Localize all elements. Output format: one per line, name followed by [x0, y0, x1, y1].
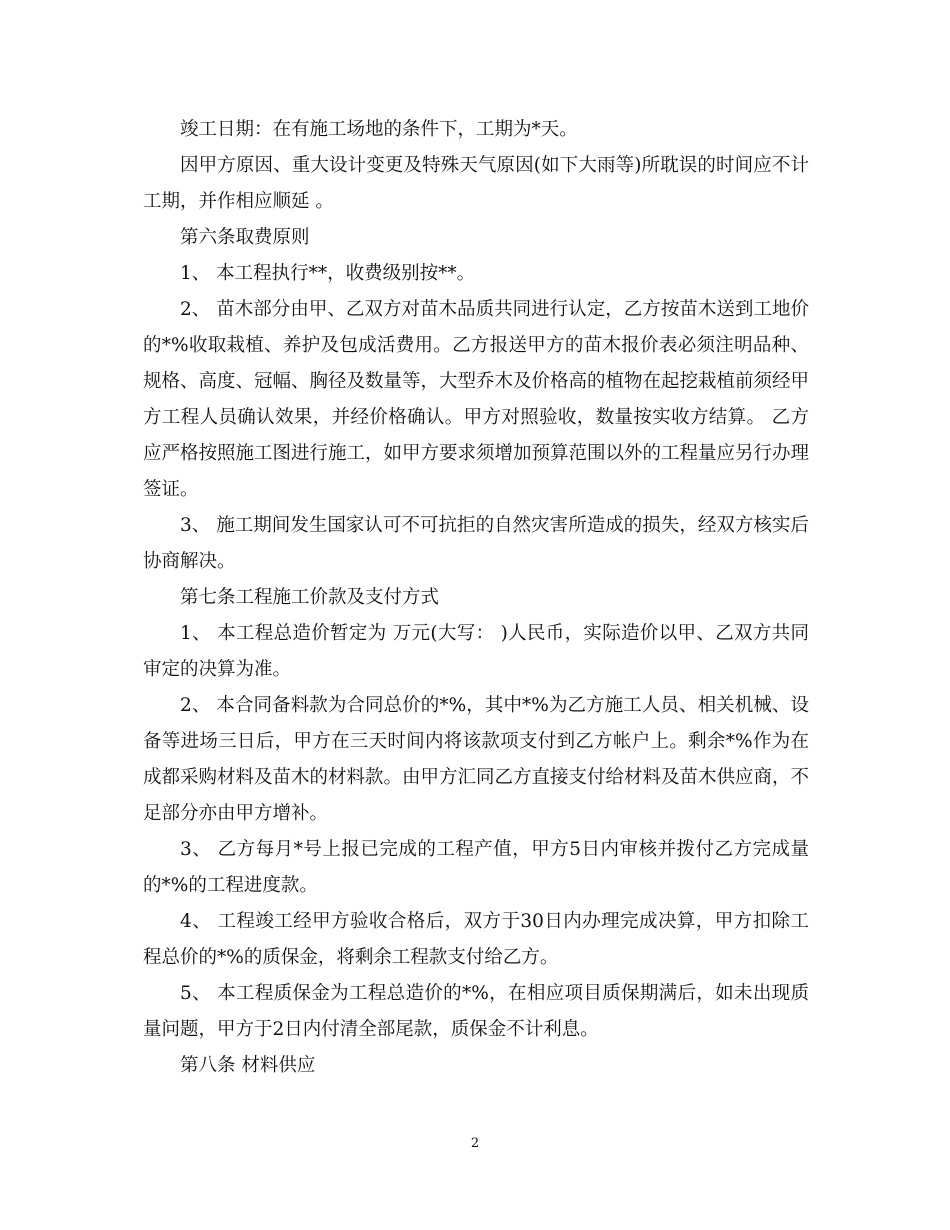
- paragraph-article-6-item-2: 2、 苗木部分由甲、乙双方对苗木品质共同进行认定，乙方按苗木送到工地价的*%收取栽植、养护及包成活费用。乙方报送甲方的苗木报价表必须注明品种、规格、高度、冠幅、胸径及数量等，大型乔木及价格高的植物在起挖栽植前须经甲方工程人员确认效果，并经价格确认。甲方对照验收，数量按实收方结算。 乙方应严格按照施工图进行施工，如甲方要求须增加预算范围以外的工程量应另行办理签证。: [143, 299, 810, 500]
- paragraph-article-7-item-4: 4、 工程竣工经甲方验收合格后，双方于30日内办理完成决算，甲方扣除工程总价的*%的质保金，将剩余工程款支付给乙方。: [143, 911, 809, 968]
- paragraph-article-7-item-2: 2、 本合同备料款为合同总价的*%，其中*%为乙方施工人员、相关机械、设备等进场三日后，甲方在三天时间内将该款项支付到乙方帐户上。剩余*%作为在成都采购材料及苗木的材料款。由甲方汇同乙方直接支付给材料及苗木供应商，不足部分亦由甲方增补。: [143, 695, 810, 824]
- page-number: 2: [470, 1136, 480, 1151]
- document-body: [143, 112, 809, 1084]
- heading-article-8: 第八条 材料供应: [180, 1055, 316, 1076]
- paragraph-delay-clause: 因甲方原因、重大设计变更及特殊天气原因(如下大雨等)所耽误的时间应不计工期，并作相应顺延 。: [143, 155, 809, 212]
- paragraph-article-7-item-1: 1、 本工程总造价暂定为 万元(大写： )人民币，实际造价以甲、乙双方共同审定的决算为准。: [143, 623, 809, 680]
- paragraph-completion-date: 竣工日期：在有施工场地的条件下，工期为*天。: [180, 119, 578, 140]
- paragraph-article-7-item-5: 5、 本工程质保金为工程总造价的*%，在相应项目质保期满后，如未出现质量问题，甲方于2日内付清全部尾款，质保金不计利息。: [143, 983, 809, 1040]
- paragraph-article-6-item-1: 1、 本工程执行**，收费级别按**。: [180, 263, 476, 284]
- heading-article-7: 第七条工程施工价款及支付方式: [180, 587, 440, 608]
- paragraph-article-6-item-3: 3、 施工期间发生国家认可不可抗拒的自然灾害所造成的损失，经双方核实后协商解决。: [143, 515, 809, 572]
- paragraph-article-7-item-3: 3、 乙方每月*号上报已完成的工程产值，甲方5日内审核并拨付乙方完成量的*%的工程进度款。: [143, 839, 809, 896]
- heading-article-6: 第六条取费原则: [180, 227, 310, 248]
